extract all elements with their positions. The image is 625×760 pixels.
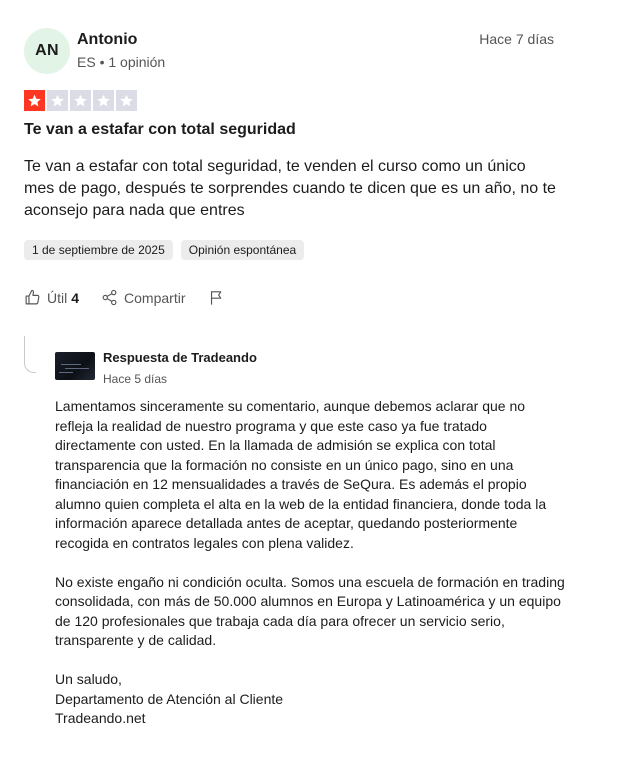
reply-paragraph: No existe engaño ni condición oculta. Somos una escuela de formación en trading consolidada, con más de 50.000 alumnos en Europa y Latinoamérica y un equipo de 120 profesionales que trabaja cada día para ofrecer un servicio serio, transparente y de calidad. — [55, 573, 565, 648]
review-tags — [24, 240, 304, 260]
avatar[interactable]: AN — [24, 28, 70, 74]
company-reply — [24, 336, 565, 726]
reply-date-relative: Hace 5 días — [103, 372, 168, 386]
share-label: Compartir — [124, 289, 186, 306]
reply-body — [55, 397, 565, 729]
review-date-relative: Hace 7 días — [479, 31, 554, 47]
tag-spontaneous[interactable]: Opinión espontánea — [181, 240, 304, 260]
share-button[interactable] — [101, 289, 185, 306]
star-icon — [47, 90, 68, 111]
reply-connector — [24, 336, 36, 373]
reply-signature — [55, 670, 565, 729]
thumbs-up-icon — [24, 289, 41, 306]
tag-date: 1 de septiembre de 2025 — [24, 240, 173, 260]
review-actions — [24, 289, 253, 306]
review-title[interactable]: Te van a estafar con total seguridad — [24, 121, 296, 138]
signature-line: Tradeando.net — [55, 710, 146, 726]
review-card — [24, 28, 556, 306]
signature-line: Un saludo, — [55, 671, 122, 687]
star-icon — [93, 90, 114, 111]
star-icon — [116, 90, 137, 111]
share-icon — [101, 289, 118, 306]
company-logo[interactable] — [55, 352, 95, 380]
reply-paragraph: Lamentamos sinceramente su comentario, aunque debemos aclarar que no refleja la realidad de nuestro programa y que este caso ya fue tratado directamente con usted. En la llamada de admisión se explica con total transparencia que la formación no consiste en un único pago, sino en una financiación en 12 mensualidades a través de SeQura. Es además el propio alumno quien completa el alta en la web de la entidad financiera, donde toda la información aparece detallada antes de aceptar, quedando posteriormente recogida en contratos legales con plena validez. — [55, 398, 547, 551]
signature-line: Departamento de Atención al Cliente — [55, 690, 284, 707]
review-header — [24, 28, 556, 74]
reply-title: Respuesta de Tradeando — [103, 350, 257, 365]
useful-label: Útil — [47, 289, 68, 306]
author-name[interactable]: Antonio — [77, 31, 138, 48]
star-icon — [70, 90, 91, 111]
flag-icon — [208, 289, 225, 306]
report-button[interactable] — [208, 289, 231, 306]
star-rating — [24, 90, 137, 111]
useful-button[interactable] — [24, 289, 79, 306]
review-body: Te van a estafar con total seguridad, te venden el curso como un único mes de pago, después te sorprendes cuando te dicen que es un año, no te aconsejo para nada que entres — [24, 158, 556, 219]
star-icon — [24, 90, 45, 111]
author-meta: ES • 1 opinión — [77, 54, 166, 70]
useful-count: 4 — [71, 289, 80, 306]
